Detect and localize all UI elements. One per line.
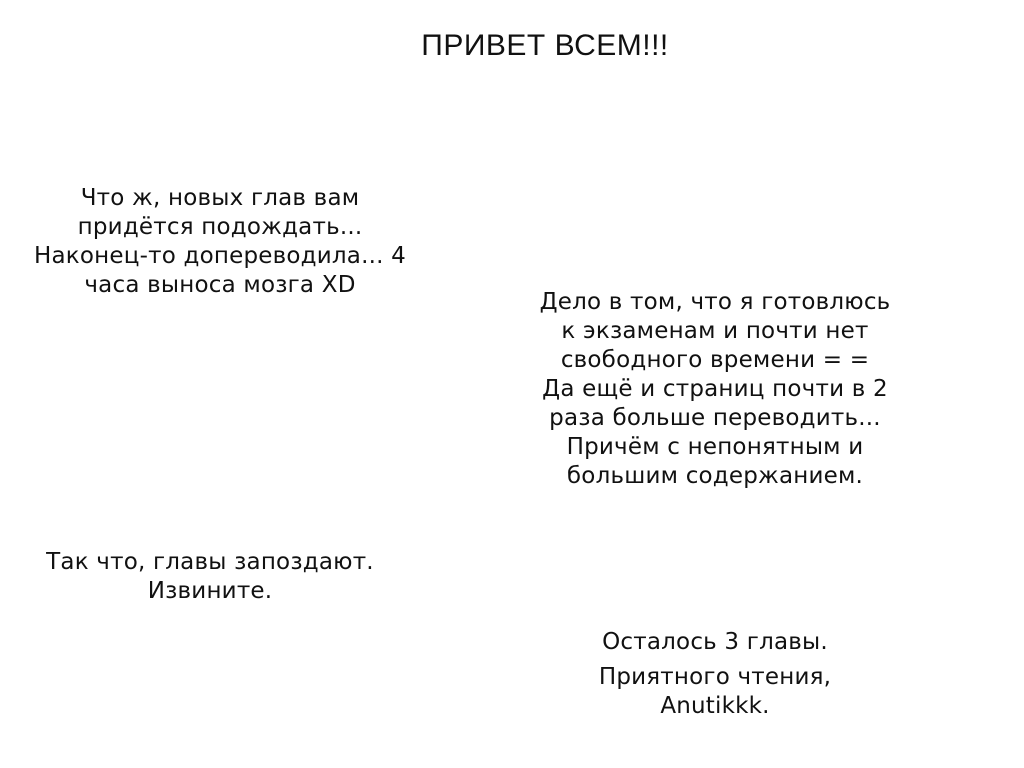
message-line: Что ж, новых глав вам — [80, 185, 360, 211]
message-line: Так что, главы запоздают. — [46, 549, 374, 575]
message-line: Осталось 3 главы. — [602, 629, 828, 655]
message-line: часа выноса мозга XD — [84, 272, 356, 298]
closing-message — [560, 628, 870, 721]
message-line: большим содержанием. — [566, 463, 864, 489]
message-line: придётся подождать... — [77, 214, 363, 240]
message-line: Извините. — [147, 578, 273, 604]
message-line: Наконец-то допереводила... 4 — [34, 243, 406, 269]
message-line: к экзаменам и почти нет — [561, 318, 869, 344]
message-line: Причём с непонятным и — [566, 434, 864, 460]
message-line: свободного времени = = — [560, 347, 870, 373]
message-line: раза больше переводить... — [549, 405, 881, 431]
message-line: Да ещё и страниц почти в 2 — [542, 376, 888, 402]
message-line: Дело в том, что я готовлюсь — [539, 289, 891, 315]
message-line: Приятного чтения, — [598, 664, 832, 690]
apology-message — [20, 548, 400, 606]
intro-message — [20, 184, 420, 300]
explanation-message — [505, 288, 925, 491]
page-title: ПРИВЕТ ВСЕМ!!! — [421, 29, 669, 62]
signature: Anutikkk. — [660, 693, 770, 719]
